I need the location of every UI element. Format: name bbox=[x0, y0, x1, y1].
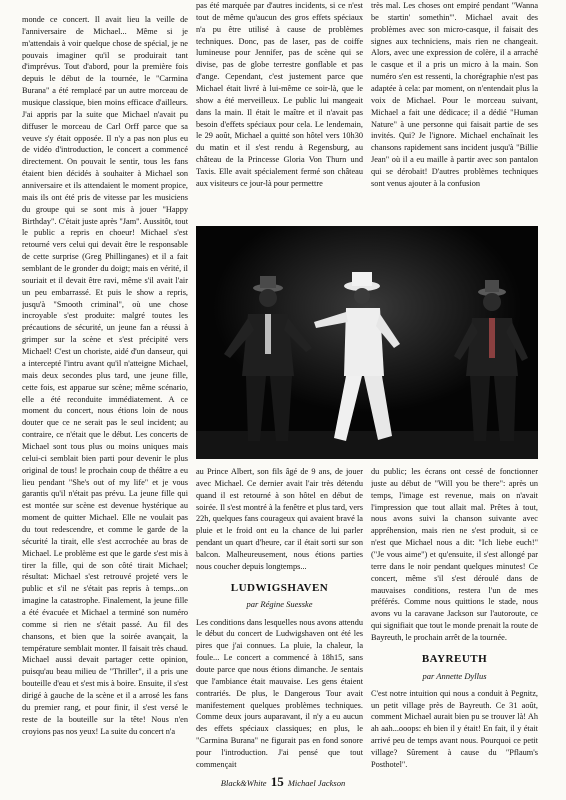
article-column-1 bbox=[22, 14, 188, 766]
section-title-ludwigshaven: LUDWIGSHAVEN bbox=[230, 581, 329, 594]
byline: par Régine Suesske bbox=[246, 599, 313, 610]
page-number: 15 bbox=[270, 774, 284, 789]
paragraph: C'est notre intuition qui nous a conduit à Pegnitz, un petit village près de Bayreuth. Ce 31 août, comment Michael aurait bien pu se trouver là! Ah ah aah...ooops: eh bien il y était! En fait, il y était arrivé peu de temps avant nous. Pourquoi ce petit village? Sûrement à cause du "Pflaum's Posthotel". bbox=[371, 688, 538, 769]
paragraph: monde ce concert. Il avait lieu la veille de l'anniversaire de Michael... Même si je m'attendais à voir quelque chose de spécial, je ne pouvais imaginer qu'il se produirait tant d'imprévus. Tout d'abord, pour la première fois depuis le début de la tournée, le "Carmina Burana" a été remplacé par un autre morceau de musique classique, bien moins efficace d'ailleurs. J'ai appris par la suite que Michael n'avait pu diffuser le morceau de Carl Orff parce que sa veuve s'y était opposée. Il n'y a pas non plus eu de vidéo d'introduction, le concert a commencé directement. On pouvait le sentir, tous les fans étaient bien décidés à souhaiter à Michael son anniversaire et ils attendaient le moment propice, mais ils ont été pris de vitesse par les musiciens du groupe qui se sont mis à jouer "Happy Birthday". C'était juste après "Jam". Aussitôt, tout le public a repris en choeur! Michael s'est retourné vers celui qui devait être le responsable de cette surprise (Greg Phillinganes) et il a fait semblant de le gronder du doigt; mais en vérité, il souriait et il devait être ravi, même s'il avait l'air un peu embarrassé. Et puis le show a repris, jusqu'à "Smooth criminal", où une chose incroyable s'est produite: malgré toutes les précautions de sécurité, un jeune fan a réussi à grimper sur la scène et s'est précipité vers Michael! C'est un choriste, aidé d'un danseur, qui a intercepté l'intru avant qu'il n'atteigne Michael, mais deux secondes plus tard, une jeune fille, cette fois, est apparue sur scène; même scénario, elle a été reconduite immédiatement. A ce moment du concert, nous étions loin de nous douter que ce ne serait pas le seul incident; au contraire, ce n'était que le début. Les concerts de Michael sont tous plus ou moins uniques mais celui-ci semblait bien parti pour devenir le plus original de tous! le prochain coup de théâtre a eu lieu pendant "She's out of my life" et je vous garantis qu'il n'était pas prévu. La jeune fille qui est montée sur scène est devenue hystérique au moment de quitter Michael. Elle ne voulait pas du tout redescendre, et comme le garde de la sécurité la tirait, elle s'est accrochée au bras de Michael. Le problème est que le garde s'est mis à tirer la fille, qui de son côté tirait Michael; résultat: Michael s'est retrouvé projeté vers le public et s'il ne s'était pas repris à temps...on imagine la catastrophe. Finalement, la jeune fille a été évacuée et Michael a terminé son numéro comme si rien ne s'était passé. Au fil des chansons, et bien que la soirée avançait, la température semblait monter. Il faisait très chaud. Michael aussi devait partager cette opinion, puisqu'au beau milieu de "Thriller", il a pris une bouteille d'eau et s'est mis à boire. Ensuite, il s'est dirigé à gauche de la scène et il a arrosé les fans du premier rang, et pour finir, il s'est versé le reste de la bouteille sur la tête! Nous n'en croyions pas nos yeux! La suite du concert n'a bbox=[22, 15, 188, 736]
section-title-bayreuth: BAYREUTH bbox=[421, 652, 488, 665]
stage-performers-image bbox=[196, 226, 538, 459]
paragraph: au Prince Albert, son fils âgé de 9 ans, de jouer avec Michael. Ce dernier avait l'air très détendu quand il est retourné à son hôtel en début de soirée. Il s'est montré à la fenêtre et plus tard, vers 22h, quelques fans courageux qui avaient bravé la pluie et le froid ont eu la chance de lui parler pendant un quart d'heure, car il était sorti sur son balcon. Malheureusement, nous étions parties nous coucher depuis longtemps... bbox=[196, 467, 363, 571]
article-column-2-top bbox=[196, 0, 363, 218]
article-column-3-top bbox=[371, 0, 538, 218]
byline: par Annette Dyllus bbox=[422, 670, 487, 681]
article-column-2-bottom bbox=[196, 466, 363, 771]
paragraph: très mal. Les choses ont empiré pendant "Wanna be startin' somethin'". Michael avait des problèmes avec son micro-casque, il faisait des signes aux techniciens, mais rien ne changeait. Alors, avec une expression de colère, il a arraché le casque et il a pris un micro à la main. Son numéro s'en est ressenti, la chorégraphie n'est pas adaptée à cela: par moment, on n'entendait plus la voix de Michael. Pour le morceau suivant, Michael a fait une dédicace; il a dédié "Human Nature" à une personne qui faisait partie de ses invités. Qui? Je l'ignore. Michael enchaînait les chansons rapidement sans incident jusqu'à "Billie Jean" où il a eu maille à partir avec son pantalon qui se dérobait! D'autres problèmes techniques sont venus ajouter à la confusion bbox=[371, 1, 538, 188]
article-column-3-bottom bbox=[371, 466, 538, 771]
page-footer bbox=[0, 774, 566, 790]
footer-magazine-name: Black&White bbox=[220, 778, 267, 788]
footer-subject: Michael Jackson bbox=[287, 778, 346, 788]
paragraph: Les conditions dans lesquelles nous avons attendu le début du concert de Ludwigshaven ont été les pires que j'ai connues. La pluie, la chaleur, la foule... Le concert a commencé à 18h15, sans doute parce que nous étions dimanche. Je sentais que l'ambiance était mauvaise. Les gens étaient contrariés. De plus, le Dangerous Tour avait manifestement quelques problèmes techniques. Comme deux jours auparavant, il n'y a eu aucun des effets spéciaux classiques; en plus, le "Carmina Burana" ne figurait pas en fond sonore pour l'introduction. J'ai pensé que tout commençait bbox=[196, 617, 363, 769]
paragraph: pas été marquée par d'autres incidents, si ce n'est tout de même qu'aucun des gros effets spéciaux n'a pu être utilisé à cause de problèmes techniques. Donc, pas de laser, pas de coiffe lumineuse pour Jennifer, pas de scène qui se divise, pas de globe terrestre gonflable et pas d'ange. Cependant, c'est justement parce que Michael était livré à lui-même ce soir-là, que le show a été merveilleux. Le public lui mangeait dans la main. Il était le maître et il n'avait pas besoin d'effets spéciaux pour cela. Le lendemain, le 29 août, Michael a quitté son hôtel vers 10h30 du matin et il s'est rendu à Regensburg, au château de la Princesse Gloria Von Thurn und Taxis. Elle avait spécialement fermé son château aux visiteurs ce jour-là pour permettre bbox=[196, 1, 363, 188]
paragraph: du public; les écrans ont cessé de fonctionner juste au début de "Will you be there": après un temps, l'image est revenue, mais on n'avait l'impression que tout allait mal. Prêtes à tout, nous avons suivi la chanson suivante avec appréhension, mais rien ne s'est produit, si ce n'est que Michael nous a dit: "Ich liebe euch!" ("Je vous aime") et qu'ensuite, il s'est allongé par terre dans le noir pendant quelques minutes! Ce concert, même s'il s'est déroulé dans de mauvaises conditions, restera l'un de mes préférés. Comme nous quittions le stade, nous avons vu la caravane Jackson sur l'autoroute, ce qui signifiait que tout le monde prenait la route de Bayreuth, le prochain arrêt de la tournée. bbox=[371, 467, 538, 643]
concert-photo bbox=[196, 226, 538, 459]
